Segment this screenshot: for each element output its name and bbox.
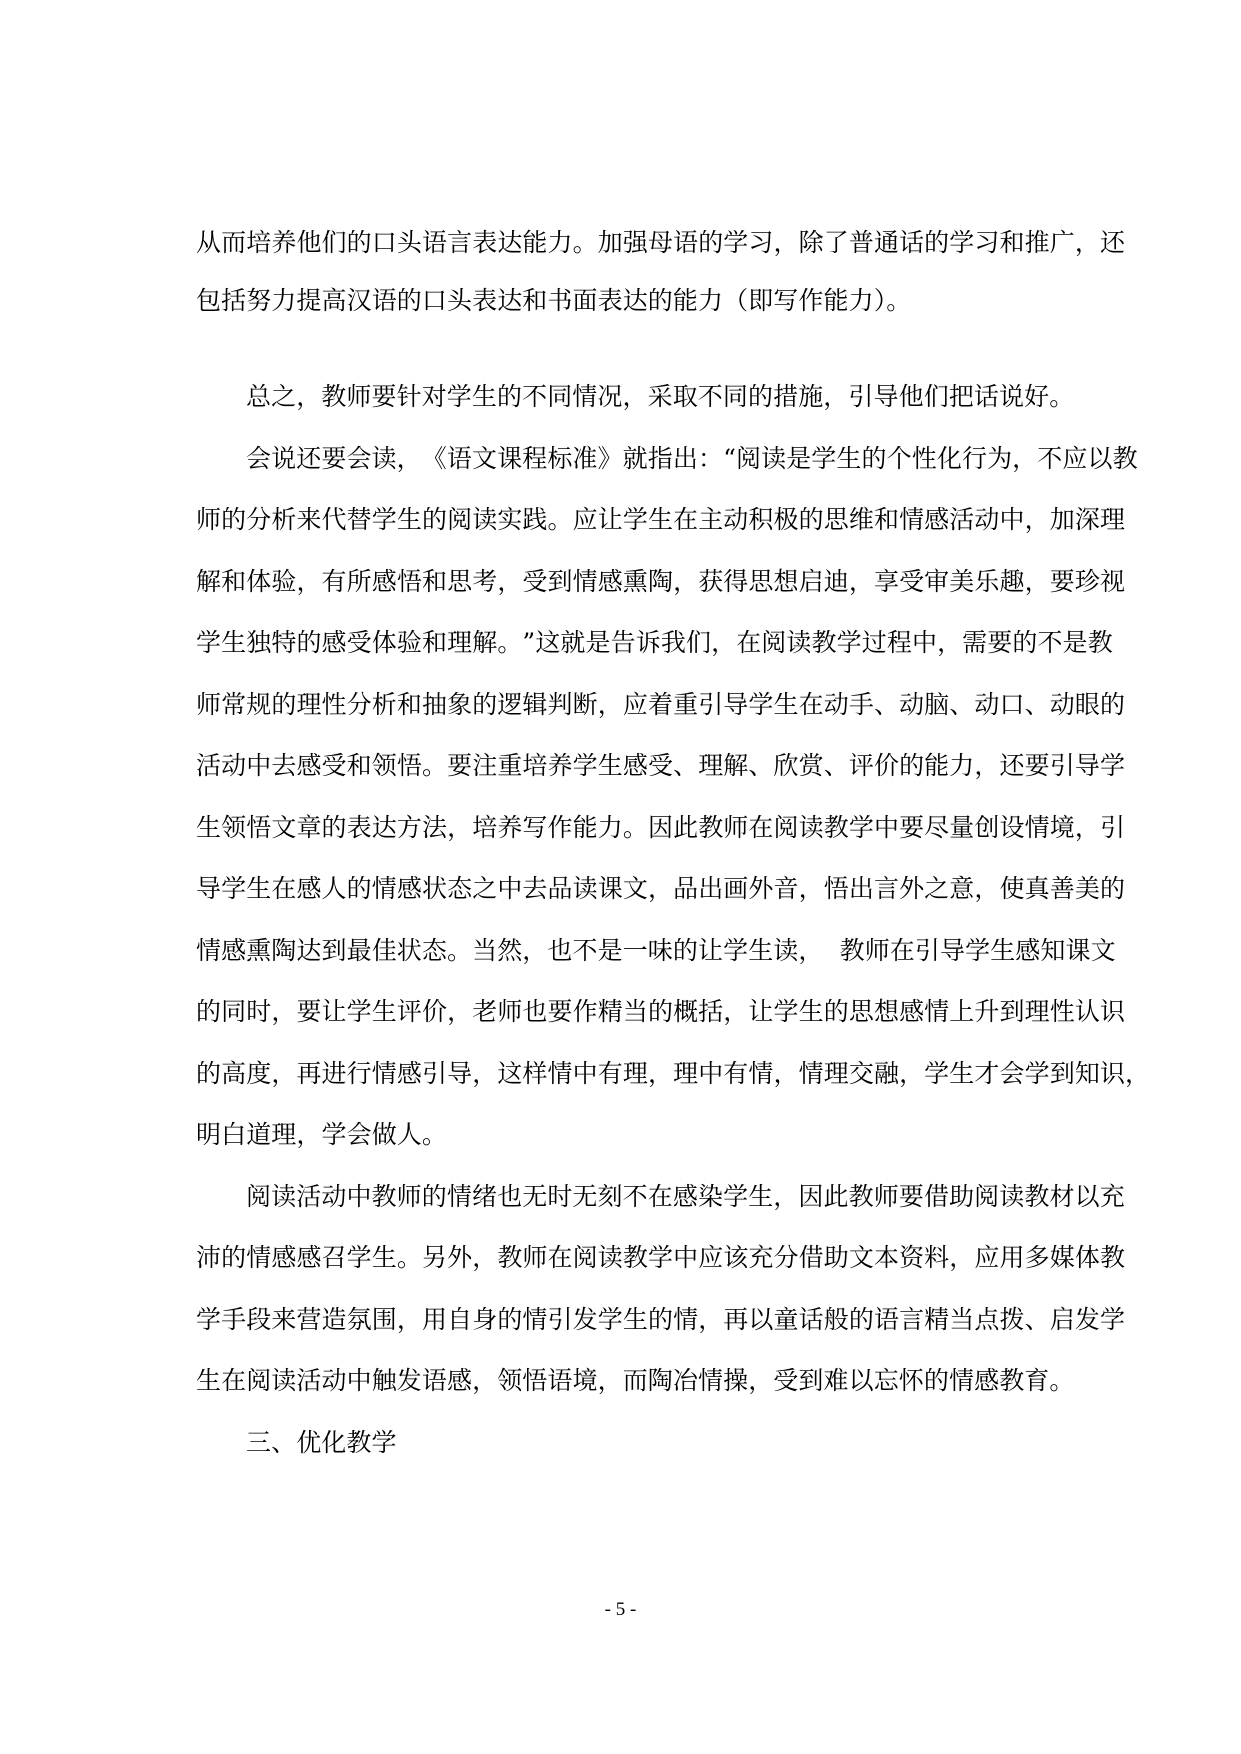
- paragraph-line: 学 手 段 来 营 造 氛 围 ， 用 自 身 的 情 引 发 学 生 的 情 ， 再 以 童 话 般 的 语 言 精 当 点 拨 、 启 发 学: [196, 1305, 1126, 1334]
- paragraph-line: 解 和 体 验 ， 有 所 感 悟 和 思 考 ， 受 到 情 感 熏 陶 ， 获 得 思 想 启 迪 ， 享 受 审 美 乐 趣 ， 要 珍 视: [196, 567, 1126, 596]
- paragraph-line: 师 常 规 的 理 性 分 析 和 抽 象 的 逻 辑 判 断 ， 应 着 重 引 导 学 生 在 动 手 、 动 脑 、 动 口 、 动 眼 的: [196, 690, 1126, 719]
- paragraph-line: 活 动 中 去 感 受 和 领 悟 。 要 注 重 培 养 学 生 感 受 、 理 解 、 欣 赏 、 评 价 的 能 力 ， 还 要 引 导 学: [196, 751, 1126, 780]
- paragraph-line: 总之，教师要针对学生的不同情况，采取不同的措施，引导他们把话说好。: [246, 382, 1075, 411]
- paragraph-line: 沛 的 情 感 感 召 学 生 。 另 外 ， 教 师 在 阅 读 教 学 中 应 该 充 分 借 助 文 本 资 料 ， 应 用 多 媒 体 教: [196, 1243, 1126, 1272]
- paragraph-line: 的 高 度 ， 再 进 行 情 感 引 导 ， 这 样 情 中 有 理 ， 理 中 有 情 ， 情 理 交 融 ， 学 生 才 会 学 到 知 识 ，: [196, 1059, 1151, 1088]
- paragraph-line: 生在阅读活动中触发语感，领悟语境，而陶冶情操，受到难以忘怀的情感教育。: [196, 1366, 1075, 1395]
- paragraph-line: 阅 读 活 动 中 教 师 的 情 绪 也 无 时 无 刻 不 在 感 染 学 生 ， 因 此 教 师 要 借 助 阅 读 教 材 以 充: [246, 1182, 1125, 1211]
- paragraph-line: 明白道理，学会做人。: [196, 1120, 448, 1149]
- paragraph-line: 师 的 分 析 来 代 替 学 生 的 阅 读 实 践 。 应 让 学 生 在 主 动 积 极 的 思 维 和 情 感 活 动 中 ， 加 深 理: [196, 505, 1126, 534]
- paragraph-line: 导 学 生 在 感 人 的 情 感 状 态 之 中 去 品 读 课 文 ， 品 出 画 外 音 ， 悟 出 言 外 之 意 ， 使 真 善 美 的: [196, 874, 1126, 903]
- paragraph-line: 的 同 时 ， 要 让 学 生 评 价 ， 老 师 也 要 作 精 当 的 概 括 ， 让 学 生 的 思 想 感 情 上 升 到 理 性 认 识: [196, 997, 1126, 1026]
- paragraph-line: 情感熏陶达到最佳状态。当然，也不是一味的让学生读， 教师在引导学生感知课文: [196, 936, 1116, 965]
- paragraph-line: 从 而 培 养 他 们 的 口 头 语 言 表 达 能 力 。 加 强 母 语 的 学 习 ， 除 了 普 通 话 的 学 习 和 推 广 ， 还: [196, 228, 1126, 257]
- paragraph-line: 会 说 还 要 会 读 ， 《 语 文 课 程 标 准 》 就 指 出 ： “ 阅 读 是 学 生 的 个 性 化 行 为 ， 不 应 以 教: [246, 444, 1138, 473]
- paragraph-line: 包括努力提高汉语的口头表达和书面表达的能力（即写作能力）。: [196, 286, 912, 315]
- page-number: - 5 -: [604, 1599, 637, 1620]
- paragraph-line: 生 领 悟 文 章 的 表 达 方 法 ， 培 养 写 作 能 力 。 因 此 教 师 在 阅 读 教 学 中 要 尽 量 创 设 情 境 ， 引: [196, 813, 1126, 842]
- paragraph-line: 学 生 独 特 的 感 受 体 验 和 理 解 。 ” 这 就 是 告 诉 我 们 ， 在 阅 读 教 学 过 程 中 ， 需 要 的 不 是 教: [196, 628, 1113, 657]
- section-heading: 三、优化教学: [246, 1428, 397, 1457]
